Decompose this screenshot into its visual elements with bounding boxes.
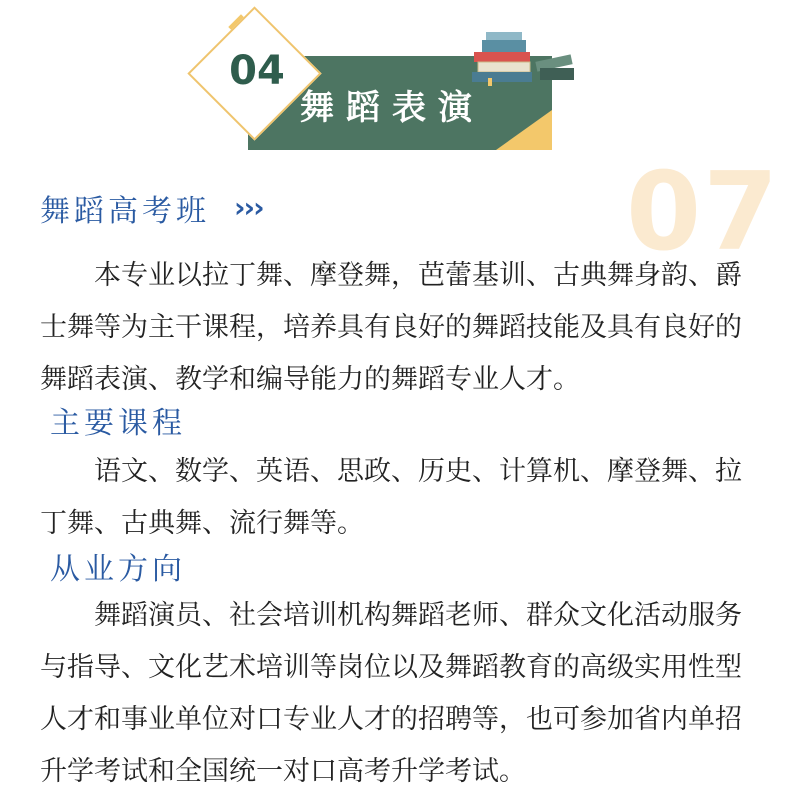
section-text-career: 舞蹈演员、社会培训机构舞蹈老师、群众文化活动服务与指导、文化艺术培训等岗位以及舞蹈教育的高级实用性型人才和事业单位对口专业人才的招聘等，也可参加省内单招升学考试和全国统一对口高考升学考试。 (40, 600, 742, 787)
section-heading-dance-class: 舞蹈高考班 (40, 194, 210, 229)
section-text-courses: 语文、数学、英语、思政、历史、计算机、摩登舞、拉丁舞、古典舞、流行舞等。 (40, 456, 742, 539)
books-icon (470, 24, 580, 88)
section-text-dance-class: 本专业以拉丁舞、摩登舞，芭蕾基训、古典舞身韵、爵士舞等为主干课程，培养具有良好的舞蹈技能及具有良好的舞蹈表演、教学和编导能力的舞蹈专业人才。 (40, 260, 742, 395)
banner-corner-accent (496, 110, 552, 150)
page-title: 舞蹈表演 (300, 88, 484, 128)
section-heading-career: 从业方向 (50, 552, 186, 587)
section-heading-courses: 主要课程 (50, 406, 186, 441)
section-number: 04 (229, 48, 285, 94)
watermark-number: 07 (626, 150, 781, 275)
chevron-right-icon: ››› (234, 191, 263, 224)
